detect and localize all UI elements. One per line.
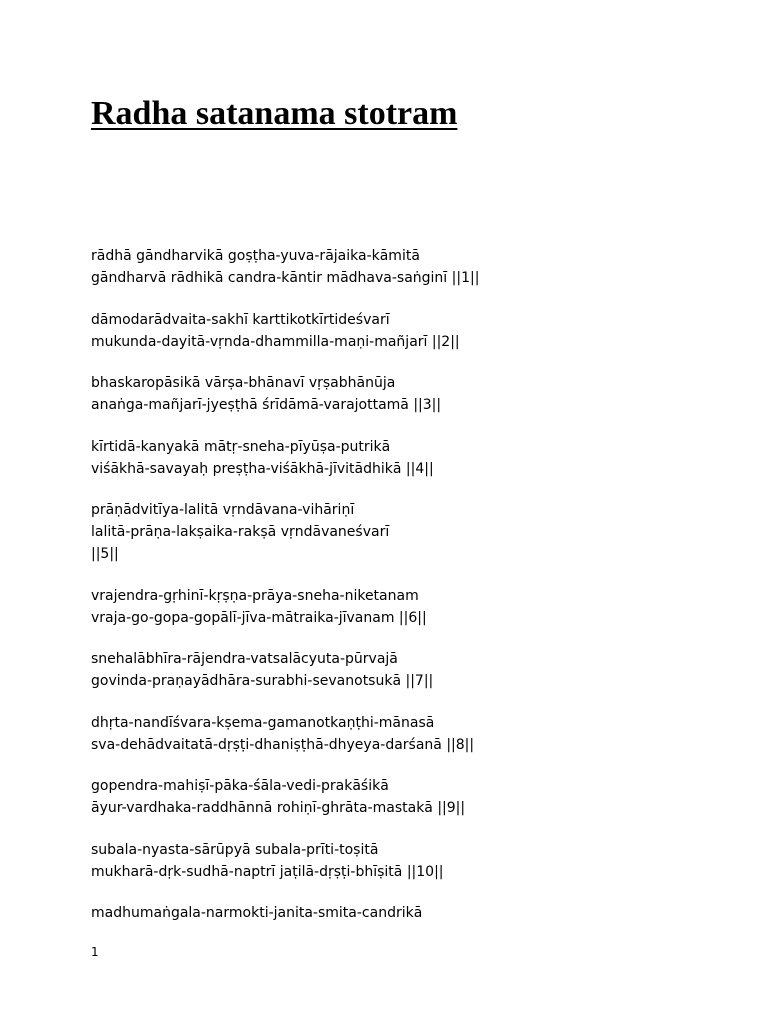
verse-line: āyur-vardhaka-raddhānnā rohiṇī-ghrāta-mastakā ||9|| — [91, 800, 466, 816]
verse-line: rādhā gāndharvikā goṣṭha-yuva-rājaika-kāmitā — [91, 248, 420, 264]
verse-line: gāndharvā rādhikā candra-kāntir mādhava-saṅginī ||1|| — [91, 270, 480, 286]
verse — [91, 436, 711, 480]
verse-line: madhumaṅgala-narmokti-janita-smita-candrikā — [91, 905, 423, 921]
verse-line: govinda-praṇayādhāra-surabhi-sevanotsukā ||7|| — [91, 673, 434, 689]
verse-line: viśākhā-savayaḥ preṣṭha-viśākhā-jīvitādhikā ||4|| — [91, 460, 434, 477]
verse-line: kīrtidā-kanyakā mātṛ-sneha-pīyūṣa-putrikā — [91, 438, 391, 455]
verse-line: bhaskaropāsikā vārṣa-bhānavī vṛṣabhānūja — [91, 375, 396, 391]
document-title: Radha satanama stotram — [91, 95, 458, 132]
verse-line: lalitā-prāṇa-lakṣaika-rakṣā vṛndāvaneśvarī — [91, 524, 390, 540]
verse — [91, 712, 711, 756]
verse-line: gopendra-mahiṣī-pāka-śāla-vedi-prakāśikā — [91, 778, 389, 794]
verse-line: prāṇādvitīya-lalitā vṛndāvana-vihāriṇī — [91, 502, 355, 518]
verse-line: anaṅga-mañjarī-jyeṣṭhā śrīdāmā-varajottamā ||3|| — [91, 397, 442, 413]
verse-line: mukharā-dṛk-sudhā-naptrī jaṭilā-dṛṣṭi-bhīṣitā ||10|| — [91, 863, 444, 880]
verse-line: ||5|| — [91, 546, 119, 562]
verse — [91, 648, 711, 692]
verse-line: snehalābhīra-rājendra-vatsalācyuta-pūrvajā — [91, 651, 398, 667]
verse — [91, 839, 711, 883]
verse — [91, 309, 711, 353]
verse-line: mukunda-dayitā-vṛnda-dhammilla-maṇi-mañjarī ||2|| — [91, 333, 460, 350]
verse — [91, 902, 711, 924]
verse — [91, 245, 711, 289]
verse-list — [91, 245, 711, 944]
verse-line: subala-nyasta-sārūpyā subala-prīti-toṣitā — [91, 841, 379, 858]
verse-line: sva-dehādvaitatā-dṛṣṭi-dhaniṣṭhā-dhyeya-darśanā ||8|| — [91, 736, 475, 753]
verse — [91, 775, 711, 819]
verse-line: dāmodarādvaita-sakhī karttikotkīrtideśvarī — [91, 311, 390, 328]
verse-line: vraja-go-gopa-gopālī-jīva-mātraika-jīvanam ||6|| — [91, 609, 427, 626]
verse-line: dhṛta-nandīśvara-kṣema-gamanotkaṇṭhi-mānasā — [91, 714, 435, 731]
verse-line: vrajendra-gṛhinī-kṛṣṇa-prāya-sneha-niketanam — [91, 587, 419, 604]
page-number: 1 — [91, 945, 99, 959]
verse — [91, 499, 711, 565]
verse — [91, 372, 711, 416]
verse — [91, 585, 711, 629]
